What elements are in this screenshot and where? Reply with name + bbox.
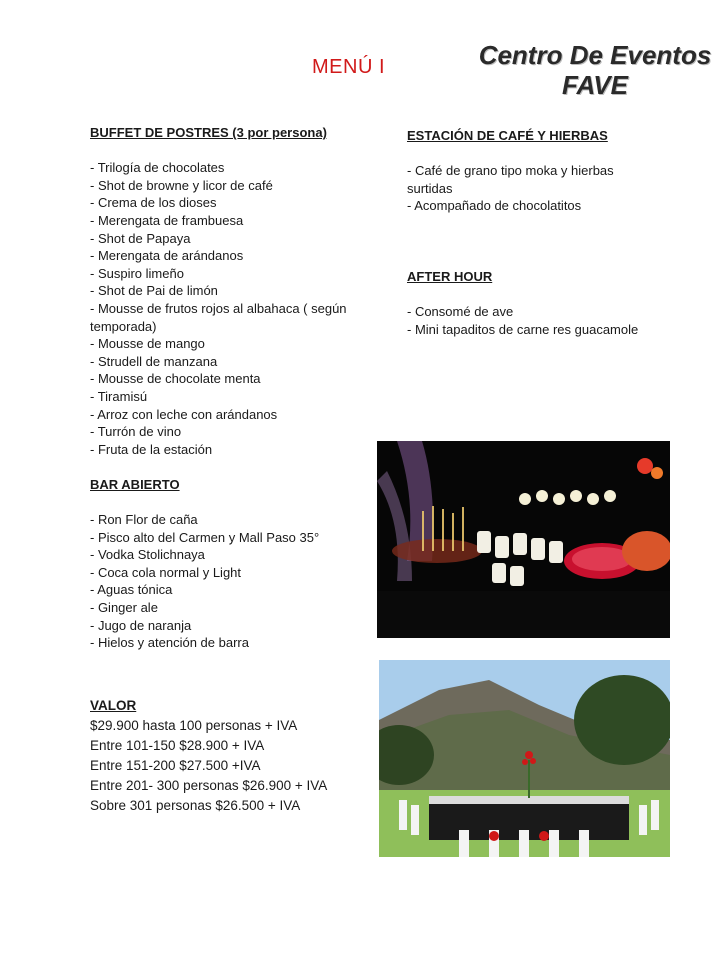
after-hour-heading: AFTER HOUR <box>407 268 493 284</box>
list-item: - Ginger ale <box>90 600 158 616</box>
cafe-heading: ESTACIÓN DE CAFÉ Y HIERBAS <box>407 128 608 143</box>
price-section <box>90 696 327 816</box>
right-column <box>407 127 657 338</box>
list-item: - Arroz con leche con arándanos <box>90 406 278 422</box>
list-item: - Trilogía de chocolates <box>90 160 225 176</box>
list-item: - Crema de los dioses <box>90 195 217 211</box>
list-item: - Aguas tónica <box>90 582 173 598</box>
list-item: - Turrón de vino <box>90 424 182 440</box>
cafe-list <box>407 162 657 215</box>
valor-heading: VALOR <box>90 698 137 713</box>
list-item: - Jugo de naranja <box>90 617 192 633</box>
price-line: Entre 151-200 $27.500 +IVA <box>90 758 261 773</box>
list-item: - Shot de Pai de limón <box>90 283 218 299</box>
list-item: - Fruta de la estación <box>90 441 213 457</box>
list-item: - Mousse de chocolate menta <box>90 371 261 387</box>
list-item: - Coca cola normal y Light <box>90 564 242 580</box>
outdoor-event-photo <box>379 660 670 857</box>
dessert-buffet-photo <box>377 441 670 638</box>
list-item: - Ron Flor de caña <box>90 512 198 528</box>
list-item: - Acompañado de chocolatitos <box>407 198 582 214</box>
page-title: MENÚ I <box>312 56 385 78</box>
list-item: - Pisco alto del Carmen y Mall Paso 35° <box>90 529 320 545</box>
list-item: - Vodka Stolichnaya <box>90 547 205 563</box>
outdoor-event-image <box>379 660 670 857</box>
list-item: - Shot de browne y licor de café <box>90 177 273 193</box>
list-item: - Mousse de frutos rojos al albahaca ( según temporada) <box>90 300 347 334</box>
price-line: Entre 201- 300 personas $26.900 + IVA <box>90 778 328 793</box>
list-item: - Strudell de manzana <box>90 353 218 369</box>
list-item: - Tiramisú <box>90 388 148 404</box>
list-item: - Merengata de frambuesa <box>90 212 244 228</box>
brand-logo <box>470 40 720 100</box>
list-item: - Mini tapaditos de carne res guacamole <box>407 321 639 337</box>
list-item: - Merengata de arándanos <box>90 248 244 264</box>
list-item: - Consomé de ave <box>407 303 514 319</box>
buffet-heading: BUFFET DE POSTRES (3 por persona) <box>90 125 327 140</box>
brand-line-2: FAVE <box>562 70 628 100</box>
price-line: $29.900 hasta 100 personas + IVA <box>90 718 298 733</box>
buffet-list <box>90 159 360 458</box>
list-item: - Shot de Papaya <box>90 230 191 246</box>
dessert-buffet-image <box>377 441 670 638</box>
after-hour-list <box>407 303 657 338</box>
list-item: - Suspiro limeño <box>90 265 184 281</box>
list-item: - Mousse de mango <box>90 336 205 352</box>
price-line: Sobre 301 personas $26.500 + IVA <box>90 798 301 813</box>
list-item: - Hielos y atención de barra <box>90 635 249 651</box>
list-item: - Café de grano tipo moka y hierbas surtidas <box>407 163 614 196</box>
bar-list <box>90 511 360 652</box>
price-line: Entre 101-150 $28.900 + IVA <box>90 738 265 753</box>
brand-line-1: Centro De Eventos <box>478 40 712 70</box>
left-column <box>90 124 360 652</box>
bar-heading: BAR ABIERTO <box>90 476 180 492</box>
